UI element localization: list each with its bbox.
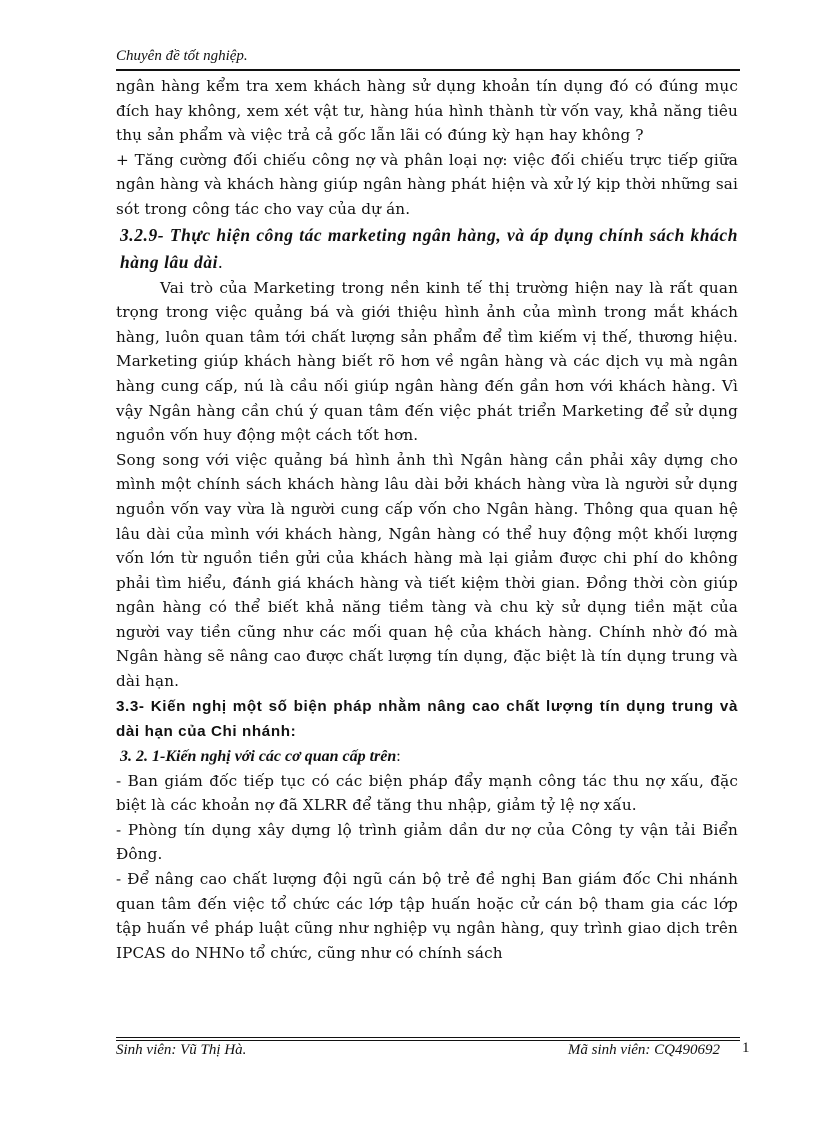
footer-student-id: Mã sinh viên: CQ490692 — [567, 1042, 720, 1058]
subsection-heading-3-2-1-tail: : — [396, 747, 401, 765]
section-heading-3-3: 3.3- Kiến nghị một số biện pháp nhằm nâng cao chất lượng tín dụng trung và dài hạn của Chi nhánh: — [116, 697, 738, 740]
footer-rule-bottom — [116, 1040, 740, 1041]
paragraph-3: Vai trò của Marketing trong nền kinh tế thị trường hiện nay là rất quan trọng trong việc quảng bá và giới thiệu hình ảnh của mình trong mắt khách hàng, luôn quan tâm tới chất lượng sản phẩm để tìm kiếm vị thế, thương hiệu. Marketing giúp khách hàng biết rõ hơn về ngân hàng và các dịch vụ mà ngân hàng cung cấp, nú là cầu nối giúp ngân hàng đến gần hơn với khách hàng. Vì vậy Ngân hàng cần chú ý quan tâm đến việc phát triển Marketing để sử dụng nguồn vốn huy động một cách tốt hơn. — [116, 278, 738, 445]
header-rule — [116, 69, 740, 71]
page-number: 1 — [742, 1040, 750, 1056]
paragraph-7: - Để nâng cao chất lượng đội ngũ cán bộ trẻ đề nghị Ban giám đốc Chi nhánh quan tâm đến việc tổ chức các lớp tập huấn hoặc cử cán bộ tham gia các lớp tập huấn về pháp luật cũng như nghiệp vụ ngân hàng, quy trình giao dịch trên IPCAS do NHNo tổ chức, cũng như có chính sách — [116, 870, 738, 962]
paragraph-5: - Ban giám đốc tiếp tục có các biện pháp đẩy mạnh công tác thu nợ xấu, đặc biệt là các khoản nợ đã XLRR để tăng thu nhập, giảm tỷ lệ nợ xấu. — [116, 771, 738, 815]
section-heading-3-2-9-tail: . — [218, 251, 224, 272]
section-heading-3-2-9-text: 3.2.9- Thực hiện công tác marketing ngân hàng, và áp dụng chính sách khách hàng lâu dài — [120, 224, 738, 272]
paragraph-2: + Tăng cường đối chiếu công nợ và phân loại nợ: việc đối chiếu trực tiếp giữa ngân hàng và khách hàng giúp ngân hàng phát hiện và xử lý kịp thời những sai sót trong công tác cho vay của dự án. — [116, 150, 738, 218]
footer-rule-top — [116, 1037, 740, 1038]
paragraph-1: ngân hàng kểm tra xem khách hàng sử dụng khoản tín dụng đó có đúng mục đích hay không, xem xét vật tư, hàng húa hình thành từ vốn vay, khả năng tiêu thụ sản phẩm và việc trả cả gốc lẫn lãi có đúng kỳ hạn hay không ? — [116, 77, 738, 145]
paragraph-6: - Phòng tín dụng xây dựng lộ trình giảm dần dư nợ của Công ty vận tải Biển Đông. — [116, 820, 738, 864]
footer-student-name: Sinh viên: Vũ Thị Hà. — [116, 1042, 247, 1058]
page-body — [116, 74, 738, 965]
page-header-title: Chuyên đề tốt nghiệp. — [116, 48, 248, 64]
subsection-heading-3-2-1 — [116, 744, 738, 769]
paragraph-4: Song song với việc quảng bá hình ảnh thì Ngân hàng cần phải xây dựng cho mình một chính sách khách hàng lâu dài bởi khách hàng vừa là người sử dụng nguồn vốn vay vừa là người cung cấp vốn cho Ngân hàng. Thông qua quan hệ lâu dài của mình với khách hàng, Ngân hàng có thể huy động một khối lượng vốn lớn từ nguồn tiền gửi của khách hàng mà lại giảm được chi phí do không phải tìm hiểu, đánh giá khách hàng và tiết kiệm thời gian. Đồng thời còn giúp ngân hàng có thể biết khả năng tiềm tàng và chu kỳ sử dụng tiền mặt của người vay tiền cũng như các mối quan hệ của khách hàng. Chính nhờ đó mà Ngân hàng sẽ nâng cao được chất lượng tín dụng, đặc biệt là tín dụng trung và dài hạn. — [116, 450, 738, 691]
subsection-heading-3-2-1-text: 3. 2. 1-Kiến nghị với các cơ quan cấp trên — [120, 747, 397, 765]
section-heading-3-2-9 — [116, 222, 738, 276]
